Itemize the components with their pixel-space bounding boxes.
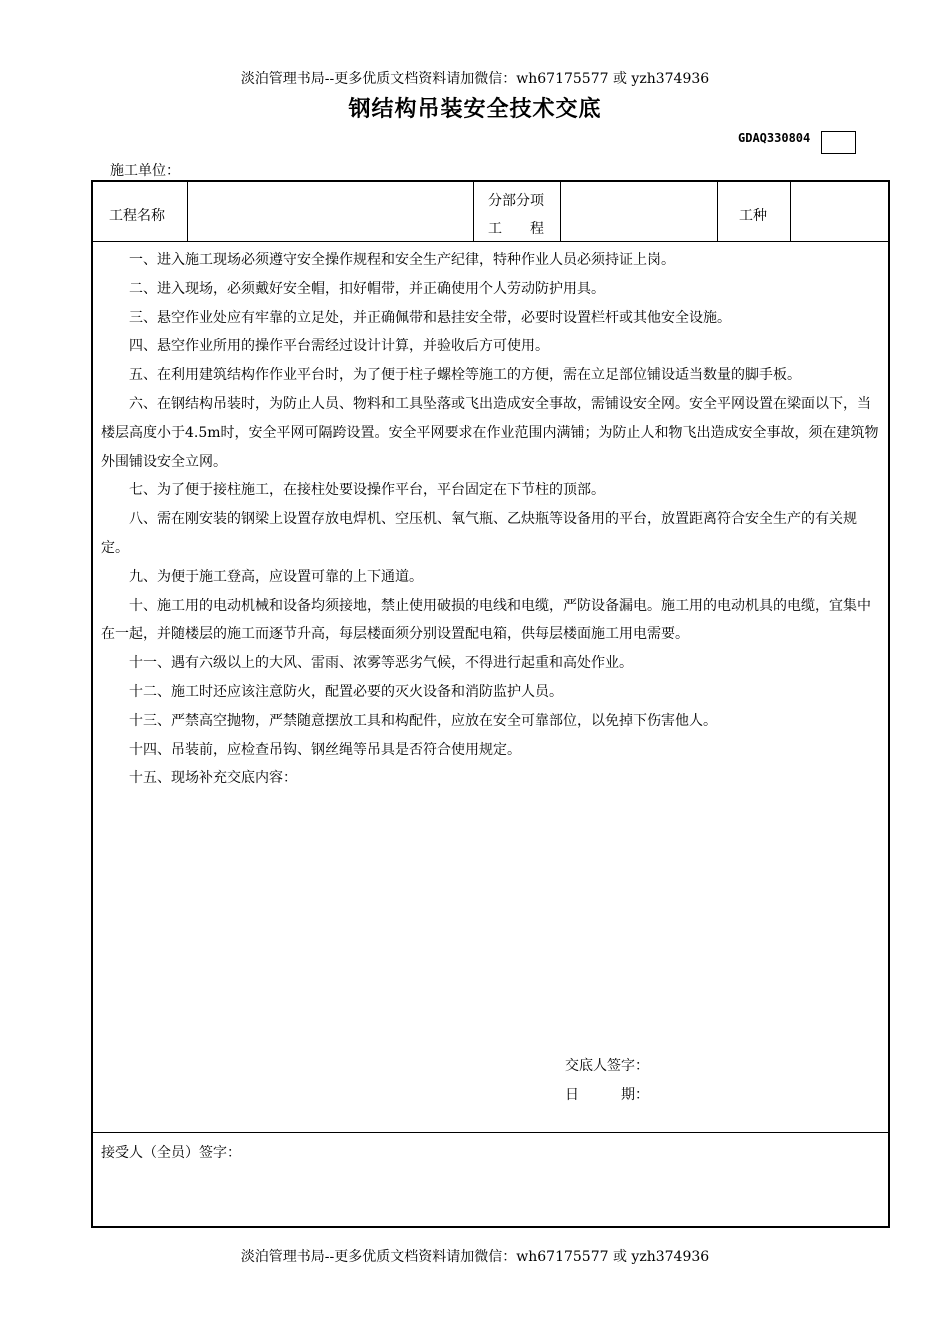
list-item: 五、在利用建筑结构作作业平台时，为了便于柱子螺栓等施工的方便，需在立足部位铺设适当数量的脚手板。: [129, 367, 801, 384]
list-item: 三、悬空作业处应有牢靠的立足处，并正确佩带和悬挂安全带，必要时设置栏杆或其他安全设施。: [129, 309, 731, 326]
receiver-signature-label: 接受人（全员）签字：: [101, 1145, 241, 1161]
list-item: 四、悬空作业所用的操作平台需经过设计计算，并验收后方可使用。: [129, 338, 549, 355]
trade-field[interactable]: [791, 182, 887, 240]
list-item: 七、为了便于接柱施工，在接柱处要设操作平台，平台固定在下节柱的顶部。: [129, 482, 605, 499]
form-code-box[interactable]: [821, 131, 856, 154]
project-name-label: 工程名称: [109, 208, 165, 224]
divider: [93, 1132, 888, 1133]
list-item: 十三、严禁高空抛物，严禁随意摆放工具和构配件，应放在安全可靠部位，以免掉下伤害他人。: [129, 712, 717, 729]
discloser-signature-label: 交底人签字：: [565, 1058, 649, 1074]
list-item: 一、进入施工现场必须遵守安全操作规程和安全生产纪律，特种作业人员必须持证上岗。: [129, 252, 675, 268]
list-item: 十五、现场补充交底内容：: [129, 770, 297, 787]
list-item: 八、需在刚安装的钢梁上设置存放电焊机、空压机、氧气瓶、乙炔瓶等设备用的平台，放置距离符合安全生产的有关规定。: [101, 511, 857, 556]
form-table: [91, 180, 890, 1228]
list-item: 十一、遇有六级以上的大风、雷雨、浓雾等恶劣气候，不得进行起重和高处作业。: [129, 655, 633, 672]
construction-unit-label: 施工单位：: [110, 163, 180, 179]
trade-label: 工种: [739, 208, 767, 224]
list-item: 十四、吊装前，应检查吊钩、钢丝绳等吊具是否符合使用规定。: [129, 741, 521, 758]
sub-project-label-1: 分部分项: [488, 193, 544, 209]
list-item: 二、进入现场，必须戴好安全帽，扣好帽带，并正确使用个人劳动防护用具。: [129, 280, 605, 297]
list-item: 十二、施工时还应该注意防火，配置必要的灭火设备和消防监护人员。: [129, 683, 563, 700]
list-item: 九、为便于施工登高，应设置可靠的上下通道。: [129, 568, 423, 585]
sub-project-field[interactable]: [561, 182, 716, 240]
footer-note: 淡泊管理书局--更多优质文档资料请加微信：wh67175577 或 yzh374936: [240, 1249, 710, 1265]
document-title: 钢结构吊装安全技术交底: [348, 97, 602, 122]
header-note: 淡泊管理书局--更多优质文档资料请加微信：wh67175577 或 yzh374936: [240, 71, 710, 87]
divider: [473, 182, 474, 241]
divider: [93, 241, 888, 242]
form-code: GDAQ330804: [738, 131, 811, 145]
divider: [717, 182, 718, 241]
receiver-signature-area[interactable]: [101, 1167, 881, 1222]
list-item: 六、在钢结构吊装时，为防止人员、物料和工具坠落或飞出造成安全事故，需铺设安全网。安全平网设置在梁面以下，当楼层高度小于4.5m时，安全平网可隔跨设置。安全平网要求在作业范围内满铺；为防止人和物飞出造成安全事故，须在建筑物外围铺设安全立网。: [101, 395, 879, 470]
disclosure-date-label: 日 期：: [565, 1087, 649, 1103]
sub-project-label-2: 工 程: [488, 221, 544, 237]
project-name-field[interactable]: [188, 182, 472, 240]
list-item: 十、施工用的电动机械和设备均须接地，禁止使用破损的电线和电缆，严防设备漏电。施工用的电动机具的电缆，宜集中在一起，并随楼层的施工而逐节升高，每层楼面须分别设置配电箱，供每层楼面施工用电需要。: [101, 597, 871, 643]
disclosure-content: [101, 246, 883, 793]
